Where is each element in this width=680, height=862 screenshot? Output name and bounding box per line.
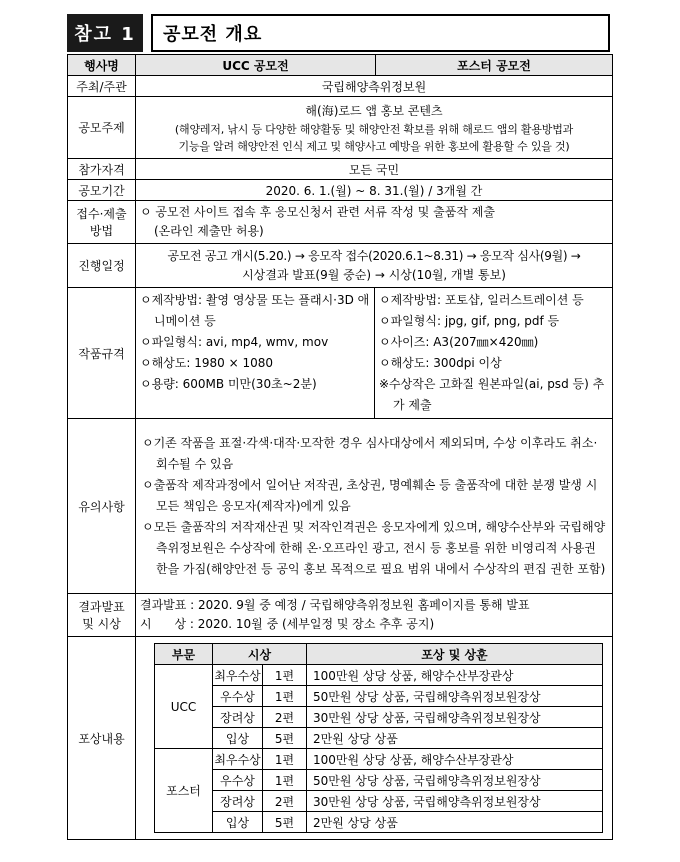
award-count: 1편 <box>263 665 307 686</box>
prize-header: 포상 및 상훈 <box>307 644 603 665</box>
table-row <box>155 812 603 833</box>
award-count: 1편 <box>263 770 307 791</box>
award-name: 입상 <box>213 812 263 833</box>
ucc-header: UCC 공모전 <box>136 55 376 76</box>
table-row <box>155 749 603 770</box>
notes-cell <box>136 419 613 594</box>
poster-spec-list <box>374 288 612 418</box>
prize-header-row <box>155 644 603 665</box>
schedule-line2: 시상결과 발표(9월 중순) → 시상(10월, 개별 통보) <box>242 267 506 282</box>
row-label <box>68 594 136 637</box>
eligibility-row <box>68 159 613 180</box>
theme-desc-line2: 기능을 알려 해양안전 인식 제고 및 해양사고 예방을 위한 홍보에 활용할 수 있을 것) <box>178 139 570 153</box>
list-item: ※수상작은 고화질 원본파일(ai, psd 등) 추가 제출 <box>379 377 605 412</box>
row-label-line1: 결과발표 <box>78 600 125 614</box>
list-item: ㅇ제작방법: 촬영 영상물 또는 플래시·3D 애니메이션 등 <box>140 293 370 328</box>
theme-row <box>68 97 613 159</box>
result-cell <box>136 594 613 637</box>
award-name: 입상 <box>213 728 263 749</box>
award-count: 5편 <box>263 812 307 833</box>
row-label: 주최/주관 <box>68 76 136 97</box>
award-name: 장려상 <box>213 791 263 812</box>
list-item: ㅇ제작방법: 포토샵, 일러스트레이션 등 <box>379 293 584 307</box>
row-label: 포상내용 <box>68 637 136 840</box>
page-title: 공모전 개요 <box>151 14 610 52</box>
spec-cell <box>136 288 613 419</box>
period-row <box>68 180 613 201</box>
table-row <box>155 791 603 812</box>
award-name: 우수상 <box>213 686 263 707</box>
schedule-line1: 공모전 공고 개시(5.20.) → 응모작 접수(2020.6.1~8.31) → 응모작 심사(9월) → <box>167 248 581 263</box>
result-line1: 결과발표 : 2020. 9월 중 예정 / 국립해양측위정보원 홈페이지를 통해 발표 <box>140 598 530 612</box>
prize-desc: 30만원 상당 상품, 국립해양측위정보원장상 <box>307 791 603 812</box>
award-count: 2편 <box>263 791 307 812</box>
prize-desc: 50만원 상당 상품, 국립해양측위정보원장상 <box>307 686 603 707</box>
note-item: ㅇ기존 작품을 표절·각색·대작·모작한 경우 심사대상에서 제외되며, 수상 이후라도 취소·회수될 수 있음 <box>142 435 598 471</box>
theme-desc-line1: (해양레저, 낚시 등 다양한 해양활동 및 해양안전 확보를 위해 해로드 앱의 활용방법과 <box>174 122 574 136</box>
submit-line2: (온라인 제출만 허용) <box>154 224 264 238</box>
award-header: 시상 <box>213 644 307 665</box>
award-count: 5편 <box>263 728 307 749</box>
spec-split <box>136 288 612 418</box>
division-header: 부문 <box>155 644 213 665</box>
row-label: 진행일정 <box>68 244 136 288</box>
notes-row <box>68 419 613 594</box>
award-name: 최우수상 <box>213 749 263 770</box>
table-header-row <box>68 55 613 76</box>
submit-line1: ㅇ 공모전 사이트 접속 후 응모신청서 관련 서류 작성 및 출품작 제출 <box>140 205 495 219</box>
division-cell: UCC <box>155 665 213 749</box>
award-count: 2편 <box>263 707 307 728</box>
eligibility-value: 모든 국민 <box>136 159 613 180</box>
list-item: ㅇ파일형식: avi, mp4, wmv, mov <box>140 335 329 349</box>
prize-desc: 50만원 상당 상품, 국립해양측위정보원장상 <box>307 770 603 791</box>
note-item: ㅇ출품작 제작과정에서 일어난 저작권, 초상권, 명예훼손 등 출품작에 대한 분쟁 발생 시 모든 책임은 응모자(제작자)에게 있음 <box>142 477 598 513</box>
submit-cell <box>136 201 613 244</box>
host-row <box>68 76 613 97</box>
list-item: ㅇ해상도: 1980 × 1080 <box>140 356 273 370</box>
table-row <box>155 728 603 749</box>
prizes-cell <box>136 637 613 840</box>
award-name: 우수상 <box>213 770 263 791</box>
submit-row <box>68 201 613 244</box>
row-label <box>68 201 136 244</box>
row-label: 공모기간 <box>68 180 136 201</box>
row-label: 유의사항 <box>68 419 136 594</box>
schedule-row <box>68 244 613 288</box>
table-row <box>155 770 603 791</box>
table-row <box>155 665 603 686</box>
theme-main: 해(海)로드 앱 홍보 콘텐츠 <box>305 103 443 118</box>
reference-badge: 참고 1 <box>67 14 143 52</box>
period-value: 2020. 6. 1.(월) ~ 8. 31.(월) / 3개월 간 <box>136 180 613 201</box>
row-label-line2: 방법 <box>89 224 114 238</box>
result-row <box>68 594 613 637</box>
award-count: 1편 <box>263 749 307 770</box>
theme-cell <box>136 97 613 159</box>
host-value: 국립해양측위정보원 <box>136 76 613 97</box>
poster-header: 포스터 공모전 <box>376 55 613 76</box>
row-label: 공모주제 <box>68 97 136 159</box>
overview-table <box>67 54 613 840</box>
award-count: 1편 <box>263 686 307 707</box>
prize-desc: 2만원 상당 상품 <box>307 728 603 749</box>
row-label-line1: 접수·제출 <box>76 207 127 221</box>
list-item: ㅇ용량: 600MB 미만(30초~2분) <box>140 377 317 391</box>
schedule-cell <box>136 244 613 288</box>
list-item: ㅇ사이즈: A3(207㎜×420㎜) <box>379 335 539 349</box>
section-header <box>67 14 610 52</box>
prize-desc: 100만원 상당 상품, 해양수산부장관상 <box>307 749 603 770</box>
prize-table <box>154 643 603 833</box>
division-cell: 포스터 <box>155 749 213 833</box>
note-item: ㅇ모든 출품작의 저작재산권 및 저작인격권은 응모자에게 있으며, 해양수산부와 국립해양측위정보원은 수상작에 한해 온·오프라인 광고, 전시 등 홍보를 위한 비영리적 사용권한을 가짐(해양안전 등 공익 홍보 목적으로 필요 범위 내에서 수상작의 편집 권한 포함) <box>142 519 606 576</box>
prizes-row <box>68 637 613 840</box>
event-header: 행사명 <box>68 55 136 76</box>
spec-row <box>68 288 613 419</box>
row-label: 참가자격 <box>68 159 136 180</box>
award-name: 최우수상 <box>213 665 263 686</box>
award-name: 장려상 <box>213 707 263 728</box>
list-item: ㅇ파일형식: jpg, gif, png, pdf 등 <box>379 314 560 328</box>
list-item: ㅇ해상도: 300dpi 이상 <box>379 356 502 370</box>
result-line2: 시 상 : 2020. 10월 중 (세부일정 및 장소 추후 공지) <box>140 617 435 631</box>
row-label-line2: 및 시상 <box>82 617 121 631</box>
prize-desc: 30만원 상당 상품, 국립해양측위정보원장상 <box>307 707 603 728</box>
ucc-spec-list <box>136 288 374 418</box>
prize-desc: 100만원 상당 상품, 해양수산부장관상 <box>307 665 603 686</box>
table-row <box>155 707 603 728</box>
table-row <box>155 686 603 707</box>
row-label: 작품규격 <box>68 288 136 419</box>
prize-desc: 2만원 상당 상품 <box>307 812 603 833</box>
